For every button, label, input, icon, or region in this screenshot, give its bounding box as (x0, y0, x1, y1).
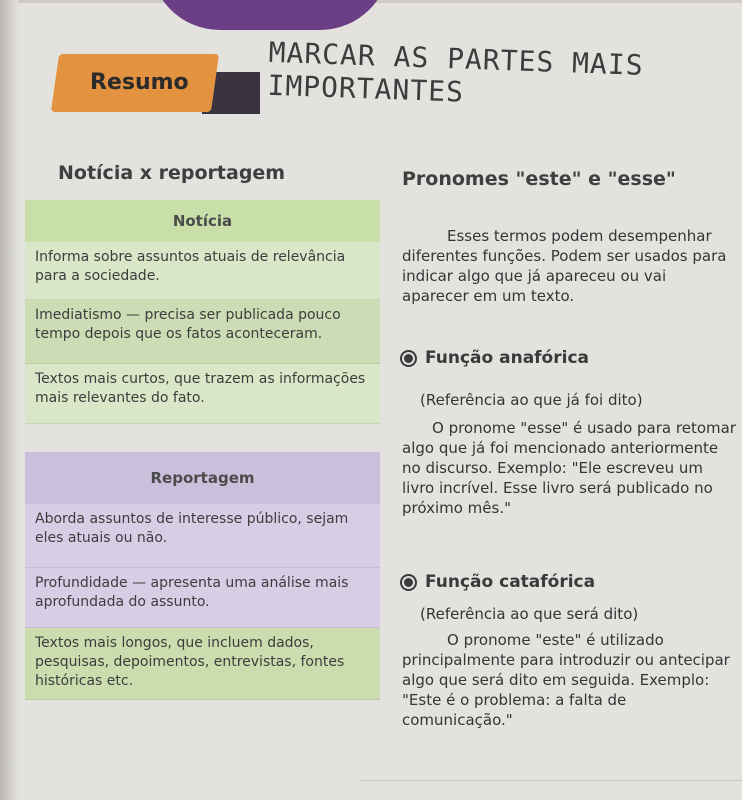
handwritten-note: MARCAR AS PARTES MAIS IMPORTANTES (266, 35, 645, 109)
cataforica-subtitle: (Referência ao que será dito) (420, 605, 639, 623)
decorative-arc (150, 0, 390, 30)
noticia-table (25, 200, 380, 424)
cataforica-title: Função catafórica (425, 572, 596, 592)
anaforica-heading (402, 348, 589, 368)
reportagem-table (25, 452, 380, 700)
noticia-row-1: Informa sobre assuntos atuais de relevância para a sociedade. (25, 242, 380, 300)
page-bottom-line (360, 780, 742, 781)
noticia-row-3: Textos mais curtos, que trazem as informações mais relevantes do fato. (25, 364, 380, 424)
cataforica-text: O pronome "este" é utilizado principalmente para introduzir ou antecipar algo que será dito em seguida. Exemplo: "Este é o problema: a falta de comunicação." (402, 631, 730, 729)
anaforica-subtitle: (Referência ao que já foi dito) (420, 391, 643, 409)
right-section-title: Pronomes "este" e "esse" (402, 168, 676, 190)
bullet-icon (402, 576, 415, 589)
bullet-icon (402, 352, 415, 365)
reportagem-header: Reportagem (25, 452, 380, 504)
reportagem-row-1: Aborda assuntos de interesse público, sejam eles atuais ou não. (25, 504, 380, 568)
left-section-title: Notícia x reportagem (58, 162, 286, 184)
summary-label: Resumo (90, 70, 189, 95)
noticia-header: Notícia (25, 200, 380, 242)
reportagem-row-2: Profundidade — apresenta uma análise mais aprofundada do assunto. (25, 568, 380, 628)
anaforica-text: O pronome "esse" é usado para retomar algo que já foi mencionado anteriormente no discurso. Exemplo: "Ele escreveu um livro incrível. Esse livro será publicado no próximo mês." (402, 419, 736, 517)
anaforica-title: Função anafórica (425, 348, 589, 368)
reportagem-row-3: Textos mais longos, que incluem dados, pesquisas, depoimentos, entrevistas, fontes históricas etc. (25, 628, 380, 700)
pronomes-intro: Esses termos podem desempenhar diferentes funções. Podem ser usados para indicar algo que já apareceu ou vai aparecer em um texto. (402, 227, 727, 305)
book-gutter-shadow (0, 0, 18, 800)
noticia-row-2: Imediatismo — precisa ser publicada pouco tempo depois que os fatos aconteceram. (25, 300, 380, 364)
cataforica-heading (402, 572, 595, 592)
